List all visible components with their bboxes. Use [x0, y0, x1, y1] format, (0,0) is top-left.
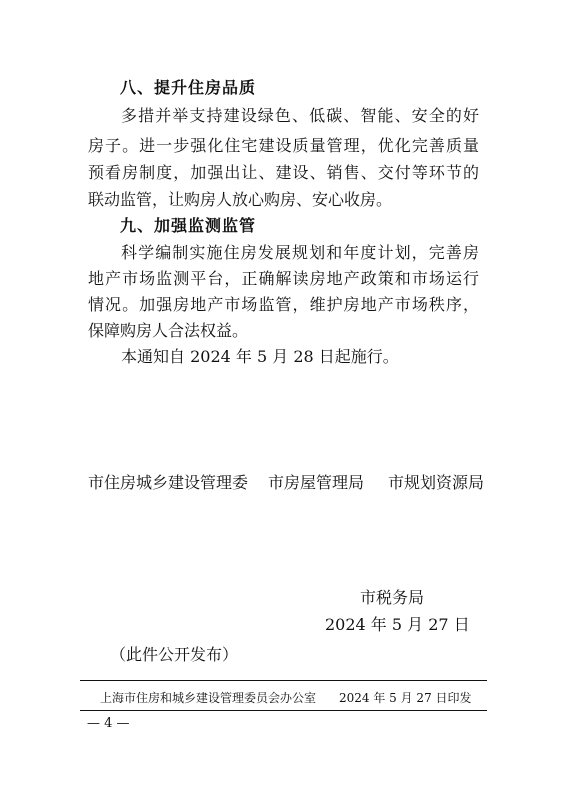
signer: 市住房城乡建设管理委	[88, 473, 249, 492]
paragraph-line: 保障购房人合法权益。	[88, 321, 249, 340]
section-heading-9: 九、加强监测监管	[120, 216, 257, 235]
page-number: — 4 —	[87, 716, 130, 731]
paragraph-line: 联动监管，让购房人放心购房、安心收房。	[88, 190, 393, 209]
publish-note: （此件公开发布）	[110, 645, 239, 664]
paragraph-line: 房子。进一步强化住宅建设质量管理，优化完善质量	[88, 136, 479, 155]
section-heading-8: 八、提升住房品质	[120, 78, 257, 97]
paragraph-line: 情况。加强房地产市场监管，维护房地产市场秩序，	[88, 295, 479, 314]
paragraph-line: 预看房制度，加强出让、建设、销售、交付等环节的	[88, 163, 479, 182]
effective-notice: 本通知自 2024 年 5 月 28 日起施行。	[121, 347, 399, 366]
signer: 市规划资源局	[388, 473, 485, 492]
paragraph-line: 多措并举支持建设绿色、低碳、智能、安全的好	[121, 106, 479, 125]
signer: 市房屋管理局	[268, 473, 365, 492]
footer-print-date: 2024 年 5 月 27 日印发	[339, 691, 472, 705]
paragraph-line: 科学编制实施住房发展规划和年度计划，完善房	[121, 243, 479, 262]
footer-issuer: 上海市住房和城乡建设管理委员会办公室	[100, 691, 317, 705]
paragraph-line: 地产市场监测平台，正确解读房地产政策和市场运行	[88, 269, 479, 288]
sign-date: 2024 年 5 月 27 日	[325, 615, 470, 634]
footer-top-rule	[80, 680, 487, 681]
footer-bottom-rule	[80, 710, 487, 711]
signer: 市税务局	[360, 588, 425, 607]
